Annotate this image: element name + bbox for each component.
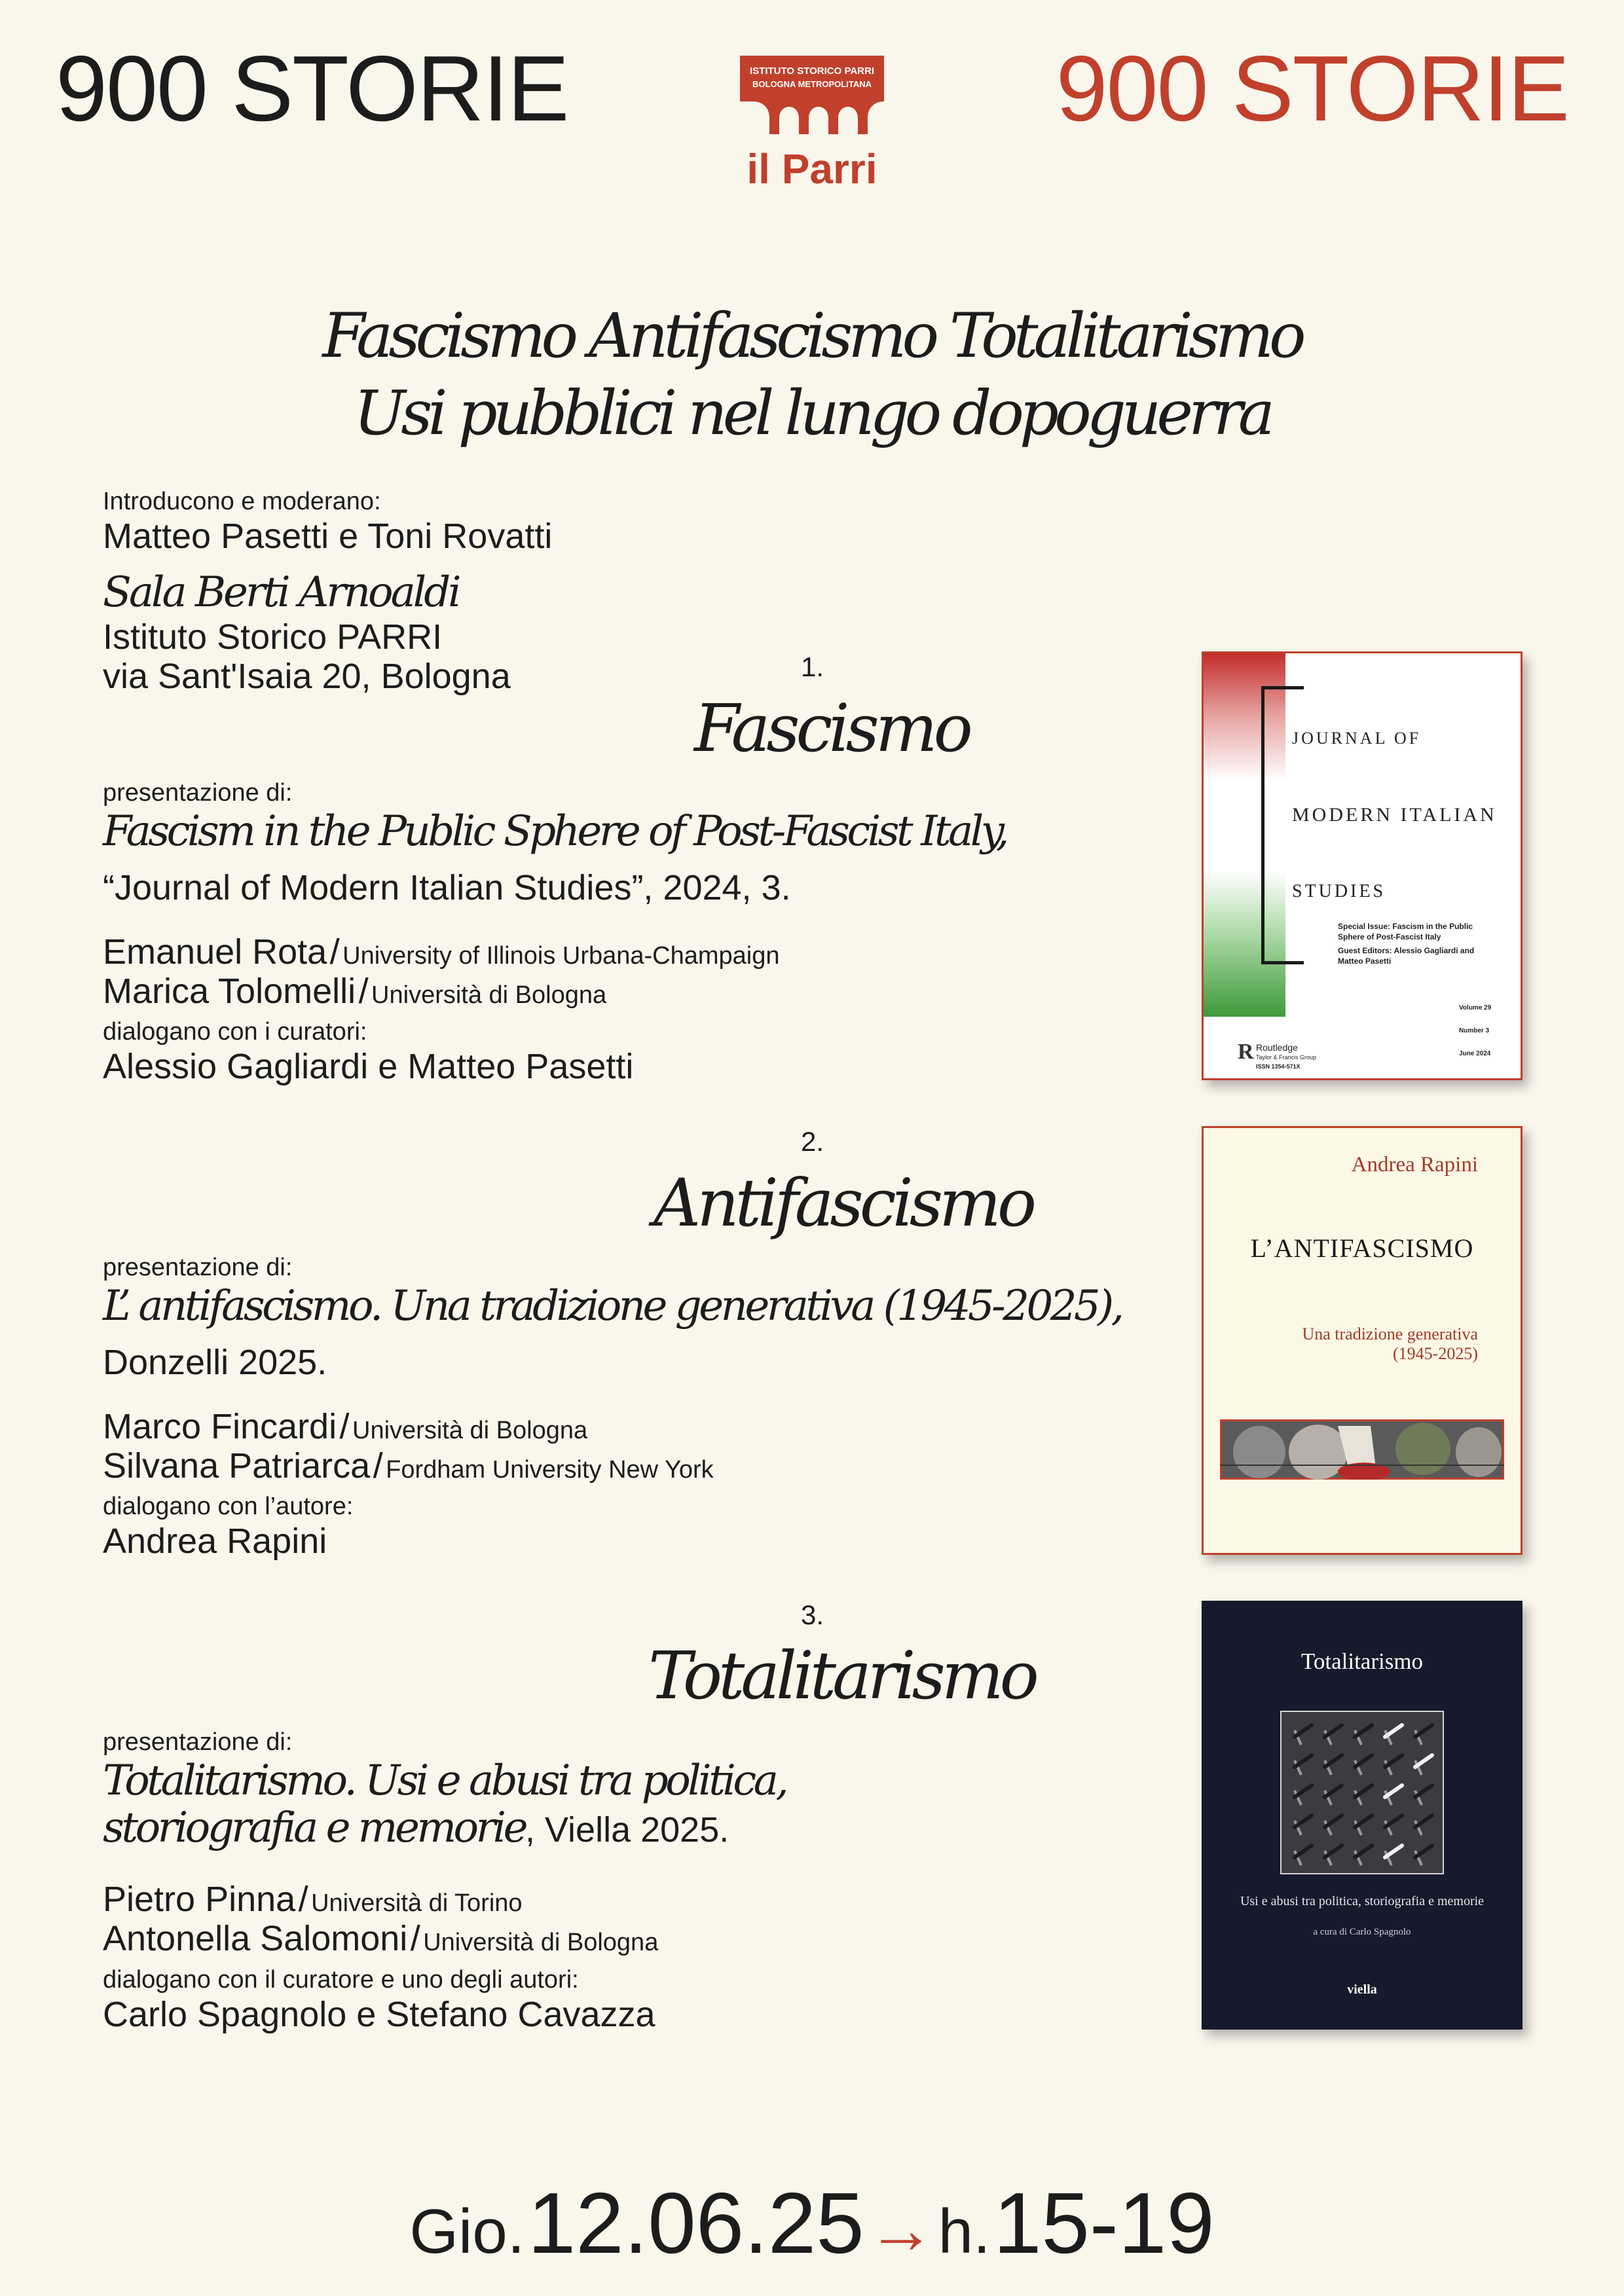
header-title-left: 900 STORIE [56,37,568,141]
book-editor: a cura di Carlo Spagnolo [1313,1927,1411,1937]
main-title-line2: Usi pubblici nel lungo dopoguerra [354,378,1270,449]
section-2-speaker-2: Silvana Patriarca / Fordham University New York [103,1446,714,1485]
speaker-affiliation: University of Illinois Urbana-Champaign [342,942,780,970]
section-2-publication [103,1283,1121,1329]
section-1-speaker-2: Marica Tolomelli / Università di Bologna [103,972,607,1011]
svg-text:BOLOGNA METROPOLITANA: BOLOGNA METROPOLITANA [752,79,872,89]
journal-date: June 2024 [1459,1050,1491,1057]
day-prefix: Gio. [409,2196,525,2267]
section-2-dialog-label: dialogano con l’autore: [103,1493,354,1520]
main-title [0,298,1624,452]
svg-text:ISTITUTO STORICO PARRI: ISTITUTO STORICO PARRI [749,65,875,77]
section-2-dialog-names: Andrea Rapini [103,1522,327,1561]
section-1-dialog-names: Alessio Gagliardi e Matteo Pasetti [103,1047,634,1086]
section-1-publication [103,809,1006,854]
section-3-publication-line2 [103,1805,729,1851]
publisher-sub: Taylor & Francis Group [1256,1054,1317,1061]
section-3-pub-title-line2: storiografia e memorie [103,1804,525,1852]
speaker-name: Antonella Salomoni [103,1919,408,1958]
speaker-affiliation: Università di Bologna [423,1929,659,1956]
journal-volume: Volume 29 [1459,1004,1492,1011]
section-2-pub-details: Donzelli 2025. [103,1343,327,1382]
section-3-pub-title-line1: Totalitarismo. Usi e abusi tra politica, [103,1757,786,1805]
section-2-pub-suffix: , [1111,1282,1122,1330]
section-3-speaker-1: Pietro Pinna / Università di Torino [103,1880,523,1919]
venue-name: Sala Berti Arnoaldi [103,568,459,617]
antifascismo-cover [1202,1126,1522,1555]
journal-cover [1202,651,1522,1080]
speaker-name: Silvana Patriarca [103,1446,371,1485]
institute-name: Istituto Storico PARRI [103,617,443,657]
speaker-name: Emanuel Rota [103,932,327,972]
section-1-pub-suffix: , [995,807,1006,856]
event-hours: 15-19 [993,2175,1215,2271]
book-subtitle: Usi e abusi tra politica, storiografia e memorie [1240,1894,1485,1908]
speaker-name: Marco Fincardi [103,1407,337,1446]
section-2-speaker-1: Marco Fincardi / Università di Bologna [103,1407,588,1446]
journal-number: Number 3 [1459,1027,1490,1034]
section-3-number: 3. [801,1599,824,1630]
journal-line3: STUDIES [1292,881,1386,902]
book-illustration [1220,1419,1504,1480]
event-date: 12.06.25 [527,2175,864,2271]
publisher-name: Routledge [1256,1042,1298,1053]
book-author: Andrea Rapini [1351,1153,1478,1176]
section-1-label: presentazione di: [103,779,293,807]
book-subtitle: Una tradizione generativa (1945-2025) [1302,1324,1478,1363]
book-publisher: viella [1347,1982,1377,1997]
arrow-right-icon: → [867,2192,936,2268]
section-2-pub-title: L’ antifascismo. Una tradizione generativa (1945-2025) [103,1282,1111,1330]
speaker-affiliation: Fordham University New York [386,1456,714,1484]
parri-logo-icon [733,56,891,190]
hour-prefix: h. [938,2196,991,2267]
section-1-number: 1. [801,651,824,682]
speaker-name: Marica Tolomelli [103,972,356,1011]
parri-logo [733,56,891,190]
section-1-speaker-1: Emanuel Rota / University of Illinois Urbana-Champaign [103,932,780,972]
speaker-affiliation: Università di Bologna [352,1417,588,1444]
section-1-dialog-label: dialogano con i curatori: [103,1018,367,1046]
intro-label: Introducono e moderano: [103,488,381,515]
routledge-icon: R [1238,1040,1254,1064]
section-1-title: Fascismo [694,690,969,767]
journal-special-issue: Special Issue: Fascism in the Public Sphere of Post-Fascist Italy Guest Editors: Alessio Gagliardi and Matteo Pasetti [1338,922,1475,966]
section-3-pub-details: , Viella 2025. [525,1810,729,1850]
routledge-logo [1238,1040,1254,1065]
speaker-affiliation: Università di Bologna [371,981,607,1009]
journal-line1: JOURNAL OF [1292,729,1422,748]
section-1-pub-details: “Journal of Modern Italian Studies”, 2024, 3. [103,868,791,907]
section-3-dialog-label: dialogano con il curatore e uno degli autori: [103,1966,579,1994]
section-2-number: 2. [801,1126,824,1157]
section-2-label: presentazione di: [103,1254,293,1281]
header-title-right: 900 STORIE [1056,37,1568,141]
section-3-label: presentazione di: [103,1728,293,1756]
book-title: L’ANTIFASCISMO [1250,1233,1474,1263]
svg-text:il Parri: il Parri [747,145,877,190]
book-title: Totalitarismo [1301,1649,1424,1674]
event-datetime [0,2174,1624,2272]
speaker-name: Pietro Pinna [103,1880,296,1919]
venue-address: via Sant'Isaia 20, Bologna [103,657,511,696]
journal-issn: ISSN 1354-571X [1256,1063,1301,1070]
section-3-speaker-2: Antonella Salomoni / Università di Bologna [103,1919,659,1958]
journal-line2: MODERN ITALIAN [1292,804,1497,826]
section-1-pub-title: Fascism in the Public Sphere of Post-Fascist Italy [103,807,996,856]
section-3-dialog-names: Carlo Spagnolo e Stefano Cavazza [103,1995,655,2034]
section-2-title: Antifascismo [654,1165,1033,1241]
intro-names: Matteo Pasetti e Toni Rovatti [103,517,553,556]
main-title-line1: Fascismo Antifascismo Totalitarismo [322,301,1302,372]
totalitarismo-cover [1202,1601,1522,2030]
book-illustration [1280,1711,1444,1874]
section-3-title: Totalitarismo [648,1637,1035,1714]
speaker-affiliation: Università di Torino [311,1889,523,1917]
